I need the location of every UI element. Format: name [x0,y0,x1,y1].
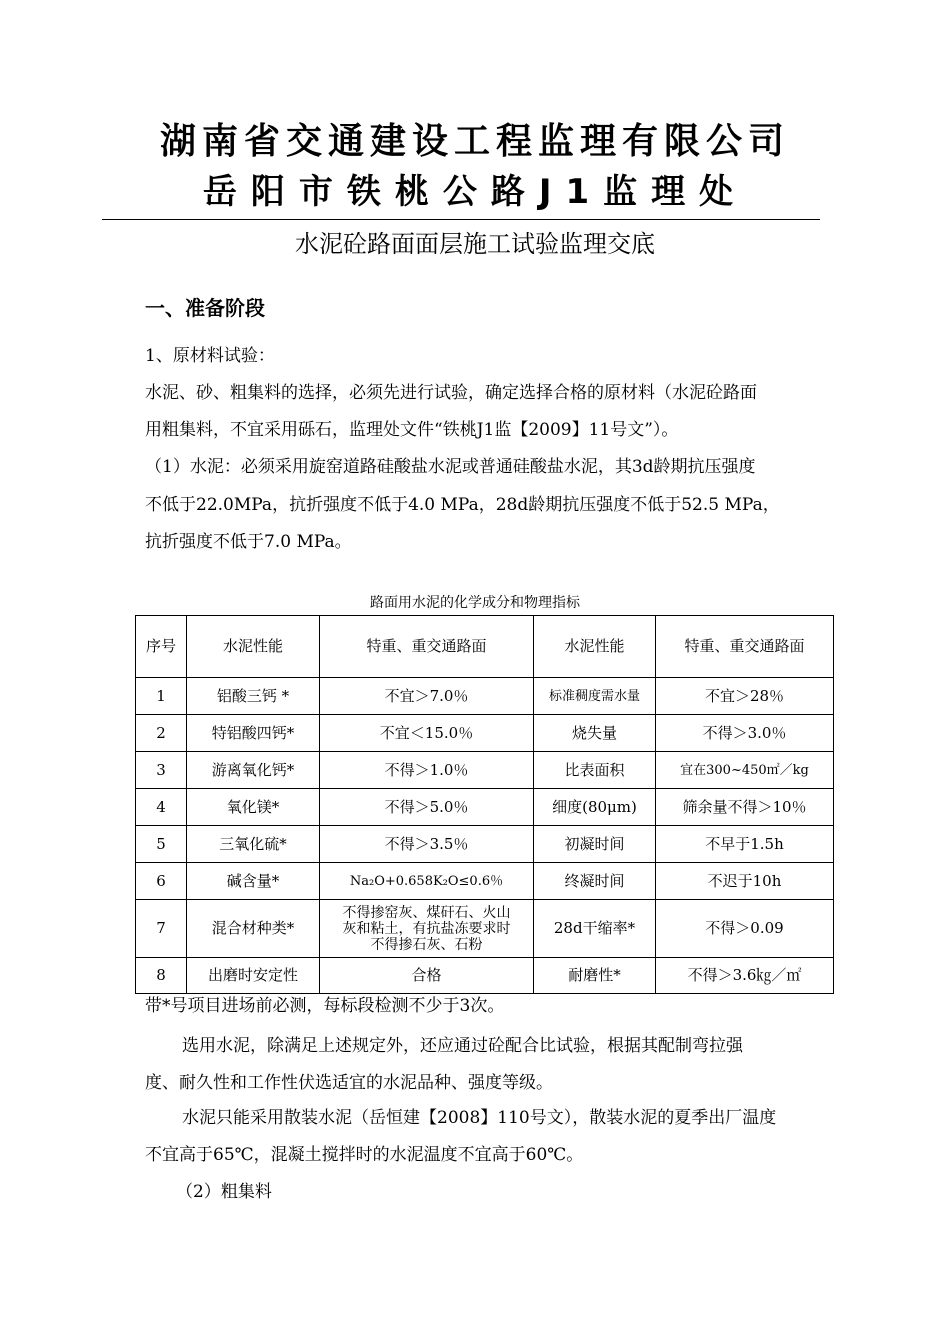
table-cell: 5 [136,826,187,863]
table-cell: 游离氧化钙* [187,752,320,789]
org-name-line2: 岳阳市铁桃公路J1监理处 [202,172,748,212]
table-cell: 烧失量 [534,715,656,752]
cell-line: 不得掺窑灰、煤矸石、火山 [342,904,511,921]
table-cell: 不得＞3.6㎏／㎡ [656,958,834,994]
table-cell: 混合材种类* [187,900,320,958]
table-cell-multiline [320,900,534,958]
paragraph-line: 抗折强度不低于7.0 MPa。 [145,532,352,552]
table-cell: 4 [136,789,187,826]
table-cell: 8 [136,958,187,994]
table-cell: 筛余量不得＞10％ [656,789,834,826]
table-cell: 初凝时间 [534,826,656,863]
table-cell: 3 [136,752,187,789]
table-cell: 不得＞3.5％ [320,826,534,863]
table-cell: 2 [136,715,187,752]
header-cell: 特重、重交通路面 [320,616,534,678]
paragraph-line: 选用水泥，除满足上述规定外，还应通过砼配合比试验，根据其配制弯拉强 [182,1036,743,1056]
table-cell: 不迟于10h [656,863,834,900]
table-row [136,900,834,958]
cell-line: 灰和粘土，有抗盐冻要求时 [342,920,511,937]
table-cell: 比表面积 [534,752,656,789]
table-cell: 不得＞1.0％ [320,752,534,789]
table-cell: 6 [136,863,187,900]
header-cell: 序号 [136,616,187,678]
table-cell: 1 [136,678,187,715]
table-cell: 不宜＜15.0％ [320,715,534,752]
paragraph-line: 水泥、砂、粗集料的选择，必须先进行试验，确定选择合格的原材料（水泥砼路面 [145,383,757,403]
table-cell: 出磨时安定性 [187,958,320,994]
table-cell: 氧化镁* [187,789,320,826]
org-name-line1: 湖南省交通建设工程监理有限公司 [159,121,790,162]
header-cell: 特重、重交通路面 [656,616,834,678]
table-cell: 标准稠度需水量 [534,678,656,715]
table-cell: 不得＞0.09 [656,900,834,958]
table-header-row [136,616,834,678]
table-cell: 细度(80μm) [534,789,656,826]
table-cell: 不宜＞28％ [656,678,834,715]
paragraph-line: 水泥只能采用散装水泥（岳恒建【2008】110号文），散装水泥的夏季出厂温度 [182,1108,777,1128]
document-title: 水泥砼路面面层施工试验监理交底 [295,230,655,258]
section-heading: 一、准备阶段 [145,296,265,320]
paragraph-line: 不低于22.0MPa，抗折强度不低于4.0 MPa，28d龄期抗压强度不低于52.5 MPa， [145,495,780,515]
table-row [136,715,834,752]
subsection-coarse-aggregate: （2）粗集料 [176,1182,272,1202]
table-cell: 不宜＞7.0％ [320,678,534,715]
table-cell: 不早于1.5h [656,826,834,863]
table-cell: 不得＞5.0％ [320,789,534,826]
paragraph-line: （1）水泥：必须采用旋窑道路硅酸盐水泥或普通硅酸盐水泥，其3d龄期抗压强度 [145,457,756,477]
table-cell: 不得＞3.0％ [656,715,834,752]
paragraph-line: 度、耐久性和工作性伏选适宜的水泥品种、强度等级。 [145,1073,553,1093]
table-row [136,678,834,715]
table-row [136,826,834,863]
table-cell: 铝酸三钙 * [187,678,320,715]
table-cell: 7 [136,900,187,958]
table-row [136,863,834,900]
table-cell: 三氧化硫* [187,826,320,863]
table-cell: 宜在300~450㎡／kg [656,752,834,789]
paragraph-line: 用粗集料，不宜采用砾石，监理处文件“铁桃J1监【2009】11号文”）。 [145,420,679,440]
table-row [136,752,834,789]
header-cell: 水泥性能 [187,616,320,678]
table-row [136,789,834,826]
table-cell: 特铝酸四钙* [187,715,320,752]
table-caption: 路面用水泥的化学成分和物理指标 [370,595,580,611]
header-cell: 水泥性能 [534,616,656,678]
table-cell: Na₂O+0.658K₂O≤0.6％ [320,863,534,900]
table-cell: 耐磨性* [534,958,656,994]
paragraph-line: 不宜高于65℃，混凝土搅拌时的水泥温度不宜高于60℃。 [145,1145,584,1165]
table-cell: 碱含量* [187,863,320,900]
cell-line: 不得掺石灰、石粉 [370,936,483,953]
table-cell: 终凝时间 [534,863,656,900]
table-note: 带*号项目进场前必测，每标段检测不少于3次。 [145,996,505,1016]
subsection-raw-materials: 1、原材料试验： [145,346,275,366]
header-divider [102,219,820,220]
table-cell: 合格 [320,958,534,994]
table-cell: 28d干缩率* [534,900,656,958]
table-row [136,958,834,994]
cement-spec-table [135,615,834,994]
